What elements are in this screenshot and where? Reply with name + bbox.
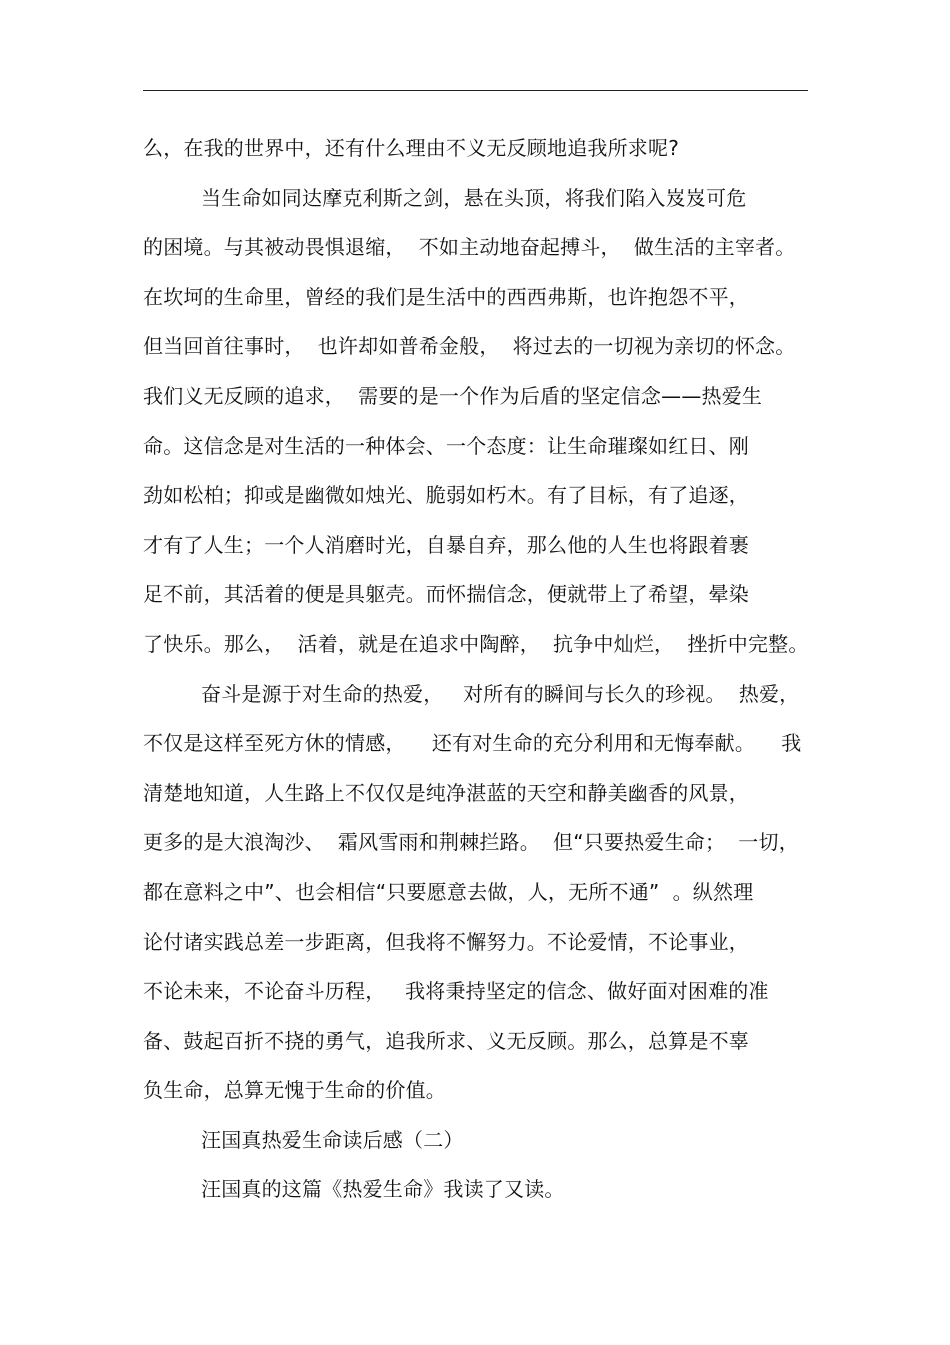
text-line: 了快乐。那么， 活着，就是在追求中陶醉， 抗争中灿烂， 挫折中完整。 — [143, 631, 809, 656]
header-rule — [143, 90, 808, 91]
text-line: 论付诸实践总差一步距离，但我将不懈努力。不论爱情，不论事业， — [143, 929, 749, 954]
text-line: 命。这信念是对生活的一种体会、一个态度：让生命璀璨如红日、刚 — [143, 433, 749, 458]
text-line: 备、鼓起百折不挠的勇气，追我所求、义无反顾。那么，总算是不辜 — [143, 1028, 749, 1053]
paragraph-start-line: 汪国真的这篇《热爱生命》我读了又读。 — [201, 1177, 565, 1202]
text-line: 不仅是这样至死方休的情感， 还有对生命的充分利用和无悔奉献。 我 — [143, 731, 802, 756]
text-line: 都在意料之中”、也会相信“只要愿意去做，人，无所不通” 。纵然理 — [143, 879, 754, 904]
text-line: 在坎坷的生命里，曾经的我们是生活中的西西弗斯，也许抱怨不平， — [143, 284, 749, 309]
section-heading: 汪国真热爱生命读后感（二） — [201, 1127, 464, 1152]
text-line: 清楚地知道，人生路上不仅仅是纯净湛蓝的天空和静美幽香的风景， — [143, 780, 749, 805]
document-body — [143, 124, 813, 1215]
text-line: 劲如松柏；抑或是幽微如烛光、脆弱如朽木。有了目标，有了追逐， — [143, 483, 749, 508]
text-line: 但当回首往事时， 也许却如普希金般， 将过去的一切视为亲切的怀念。 — [143, 334, 796, 359]
text-line: 的困境。与其被动畏惧退缩， 不如主动地奋起搏斗， 做生活的主宰者。 — [143, 235, 796, 260]
text-line: 更多的是大浪淘沙、 霜风雪雨和荆棘拦路。 但“只要热爱生命； 一切， — [143, 830, 799, 855]
paragraph-start-line: 当生命如同达摩克利斯之剑，悬在头顶，将我们陷入岌岌可危 — [201, 185, 747, 210]
text-line: 我们义无反顾的追求， 需要的是一个作为后盾的坚定信念——热爱生 — [143, 383, 763, 408]
paragraph-start-line: 奋斗是源于对生命的热爱， 对所有的瞬间与长久的珍视。 热爱， — [201, 681, 800, 706]
text-line: 足不前，其活着的便是具躯壳。而怀揣信念，便就带上了希望，晕染 — [143, 582, 749, 607]
text-line: 负生命，总算无愧于生命的价值。 — [143, 1078, 446, 1103]
text-line: 才有了人生；一个人消磨时光，自暴自弃，那么他的人生也将跟着裹 — [143, 532, 749, 557]
text-line: 么，在我的世界中，还有什么理由不义无反顾地追我所求呢? — [143, 136, 680, 160]
text-line: 不论未来，不论奋斗历程， 我将秉持坚定的信念、做好面对困难的准 — [143, 979, 769, 1004]
